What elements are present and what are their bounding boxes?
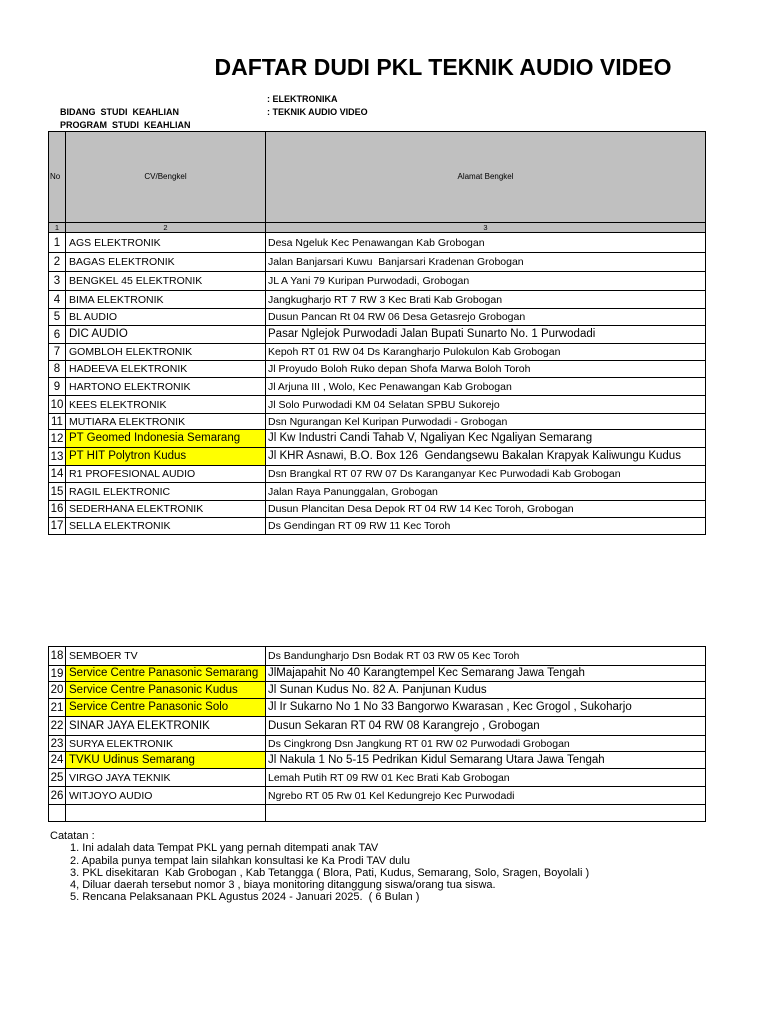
workshop-name: KEES ELEKTRONIK: [66, 396, 266, 414]
workshop-address: Ngrebo RT 05 Rw 01 Kel Kedungrejo Kec Purwodadi: [266, 787, 706, 805]
table-row: [49, 682, 706, 699]
row-number: 11: [49, 414, 66, 430]
row-number: 1: [49, 233, 66, 253]
workshop-name: BENGKEL 45 ELEKTRONIK: [66, 272, 266, 291]
row-number: 24: [49, 752, 66, 769]
row-number: 7: [49, 344, 66, 361]
table-row: [49, 233, 706, 253]
workshop-address: Jangkugharjo RT 7 RW 3 Kec Brati Kab Grobogan: [266, 291, 706, 309]
table-row: [49, 326, 706, 344]
workshop-name: SINAR JAYA ELEKTRONIK: [66, 717, 266, 736]
workshop-name: PT Geomed Indonesia Semarang: [66, 430, 266, 448]
workshop-name: AGS ELEKTRONIK: [66, 233, 266, 253]
workshop-address: Jl Proyudo Boloh Ruko depan Shofa Marwa Boloh Toroh: [266, 361, 706, 378]
row-number: 12: [49, 430, 66, 448]
note-item: 4, Diluar daerah tersebut nomor 3 , biaya monitoring ditanggung siswa/orang tua siswa.: [70, 879, 496, 892]
workshop-address: Lemah Putih RT 09 RW 01 Kec Brati Kab Grobogan: [266, 769, 706, 787]
table-header-row: [49, 132, 706, 223]
workshop-name: Service Centre Panasonic Semarang: [66, 666, 266, 682]
table-row: [49, 501, 706, 518]
header-workshop-name: CV/Bengkel: [66, 132, 266, 223]
workshop-address: Ds Gendingan RT 09 RW 11 Kec Toroh: [266, 518, 706, 535]
workshop-name: HADEEVA ELEKTRONIK: [66, 361, 266, 378]
workshop-name: HARTONO ELEKTRONIK: [66, 378, 266, 396]
workshop-name: GOMBLOH ELEKTRONIK: [66, 344, 266, 361]
workshop-address: Jl KHR Asnawi, B.O. Box 126 Gendangsewu Bakalan Krapyak Kaliwungu Kudus: [266, 448, 706, 466]
table-row: [49, 483, 706, 501]
workshop-address: Kepoh RT 01 RW 04 Ds Karangharjo Pulokulon Kab Grobogan: [266, 344, 706, 361]
table-row: [49, 344, 706, 361]
workshop-address: Jl Ir Sukarno No 1 No 33 Bangorwo Kwarasan , Kec Grogol , Sukoharjo: [266, 699, 706, 717]
table-row: [49, 378, 706, 396]
row-number: 26: [49, 787, 66, 805]
note-item: 1. Ini adalah data Tempat PKL yang pernah ditempati anak TAV: [70, 842, 379, 855]
row-number: 19: [49, 666, 66, 682]
workshop-name: Service Centre Panasonic Kudus: [66, 682, 266, 699]
row-number: 17: [49, 518, 66, 535]
row-number: 8: [49, 361, 66, 378]
workshop-table-part-1: [48, 131, 706, 535]
page-title: DAFTAR DUDI PKL TEKNIK AUDIO VIDEO: [214, 54, 672, 80]
workshop-address: Desa Ngeluk Kec Penawangan Kab Grobogan: [266, 233, 706, 253]
workshop-address: Dusun Sekaran RT 04 RW 08 Karangrejo , Grobogan: [266, 717, 706, 736]
row-number: 22: [49, 717, 66, 736]
workshop-address: Jl Arjuna III , Wolo, Kec Penawangan Kab Grobogan: [266, 378, 706, 396]
table-row: [49, 699, 706, 717]
workshop-name: BIMA ELEKTRONIK: [66, 291, 266, 309]
workshop-name: DIC AUDIO: [66, 326, 266, 344]
table-row: [49, 787, 706, 805]
table-row: [49, 518, 706, 535]
workshop-table-part-2: [48, 646, 706, 822]
workshop-address: Jl Solo Purwodadi KM 04 Selatan SPBU Sukorejo: [266, 396, 706, 414]
empty-cell: [66, 805, 266, 822]
column-number: 2: [66, 223, 266, 233]
workshop-address: Dusun Plancitan Desa Depok RT 04 RW 14 Kec Toroh, Grobogan: [266, 501, 706, 518]
row-number: 5: [49, 309, 66, 326]
workshop-name: BL AUDIO: [66, 309, 266, 326]
workshop-address: Jl Sunan Kudus No. 82 A. Panjunan Kudus: [266, 682, 706, 699]
table-row: [49, 291, 706, 309]
table-body: [49, 647, 706, 822]
workshop-address: Jalan Raya Panunggalan, Grobogan: [266, 483, 706, 501]
workshop-name: SURYA ELEKTRONIK: [66, 736, 266, 752]
workshop-address: Jalan Banjarsari Kuwu Banjarsari Kradenan Grobogan: [266, 253, 706, 272]
workshop-name: VIRGO JAYA TEKNIK: [66, 769, 266, 787]
workshop-address: Pasar Nglejok Purwodadi Jalan Bupati Sunarto No. 1 Purwodadi: [266, 326, 706, 344]
row-number: 18: [49, 647, 66, 666]
row-number: 20: [49, 682, 66, 699]
table-row: [49, 414, 706, 430]
row-number: 15: [49, 483, 66, 501]
table-row: [49, 396, 706, 414]
workshop-address: Dsn Ngurangan Kel Kuripan Purwodadi - Grobogan: [266, 414, 706, 430]
row-number: 6: [49, 326, 66, 344]
table-row: [49, 448, 706, 466]
row-number: 14: [49, 466, 66, 483]
table-row: [49, 736, 706, 752]
note-item: 3. PKL disekitaran Kab Grobogan , Kab Tetangga ( Blora, Pati, Kudus, Semarang, Solo, Sragen, Boyolali ): [70, 866, 590, 879]
table-row: [49, 253, 706, 272]
row-number: 2: [49, 253, 66, 272]
workshop-name: BAGAS ELEKTRONIK: [66, 253, 266, 272]
table-row: [49, 647, 706, 666]
note-item: 2. Apabila punya tempat lain silahkan konsultasi ke Ka Prodi TAV dulu: [70, 854, 410, 867]
empty-cell: [266, 805, 706, 822]
workshop-address: JlMajapahit No 40 Karangtempel Kec Semarang Jawa Tengah: [266, 666, 706, 682]
workshop-address: Dusun Pancan Rt 04 RW 06 Desa Getasrejo Grobogan: [266, 309, 706, 326]
empty-cell: [49, 805, 66, 822]
row-number: 10: [49, 396, 66, 414]
notes-section: [50, 830, 750, 904]
meta-label: PROGRAM STUDI KEAHLIAN: [60, 120, 191, 130]
header-no: No: [49, 132, 66, 223]
workshop-name: MUTIARA ELEKTRONIK: [66, 414, 266, 430]
column-number: 1: [49, 223, 66, 233]
meta-row-program: [50, 106, 450, 130]
workshop-address: JL A Yani 79 Kuripan Purwodadi, Grobogan: [266, 272, 706, 291]
program-info: [50, 93, 450, 130]
workshop-name: WITJOYO AUDIO: [66, 787, 266, 805]
table-row: [49, 361, 706, 378]
table-row: [49, 752, 706, 769]
workshop-name: R1 PROFESIONAL AUDIO: [66, 466, 266, 483]
workshop-name: SEDERHANA ELEKTRONIK: [66, 501, 266, 518]
workshop-name: SEMBOER TV: [66, 647, 266, 666]
header-workshop-address: Alamat Bengkel: [266, 132, 706, 223]
table-body: [49, 233, 706, 535]
row-number: 4: [49, 291, 66, 309]
column-number-row: [49, 223, 706, 233]
row-number: 25: [49, 769, 66, 787]
workshop-address: Dsn Brangkal RT 07 RW 07 Ds Karanganyar Kec Purwodadi Kab Grobogan: [266, 466, 706, 483]
row-number: 23: [49, 736, 66, 752]
row-number: 16: [49, 501, 66, 518]
workshop-address: Ds Bandungharjo Dsn Bodak RT 03 RW 05 Kec Toroh: [266, 647, 706, 666]
column-number: 3: [266, 223, 706, 233]
notes-heading: Catatan :: [50, 830, 95, 842]
workshop-address: Jl Nakula 1 No 5-15 Pedrikan Kidul Semarang Utara Jawa Tengah: [266, 752, 706, 769]
meta-value: : TEKNIK AUDIO VIDEO: [267, 107, 368, 117]
workshop-name: RAGIL ELEKTRONIC: [66, 483, 266, 501]
table-row: [49, 466, 706, 483]
workshop-name: SELLA ELEKTRONIK: [66, 518, 266, 535]
table-row: [49, 717, 706, 736]
row-number: 3: [49, 272, 66, 291]
workshop-address: Ds Cingkrong Dsn Jangkung RT 01 RW 02 Purwodadi Grobogan: [266, 736, 706, 752]
table-row: [49, 666, 706, 682]
workshop-name: TVKU Udinus Semarang: [66, 752, 266, 769]
workshop-name: PT HIT Polytron Kudus: [66, 448, 266, 466]
table-row: [49, 309, 706, 326]
workshop-name: Service Centre Panasonic Solo: [66, 699, 266, 717]
table-row: [49, 430, 706, 448]
workshop-address: Jl Kw Industri Candi Tahab V, Ngaliyan Kec Ngaliyan Semarang: [266, 430, 706, 448]
empty-table-row: [49, 805, 706, 822]
row-number: 13: [49, 448, 66, 466]
row-number: 21: [49, 699, 66, 717]
table-row: [49, 769, 706, 787]
row-number: 9: [49, 378, 66, 396]
meta-label: BIDANG STUDI KEAHLIAN: [60, 107, 180, 117]
note-item: 5. Rencana Pelaksanaan PKL Agustus 2024 - Januari 2025. ( 6 Bulan ): [70, 891, 420, 904]
table-row: [49, 272, 706, 291]
meta-value: : ELEKTRONIKA: [267, 94, 338, 104]
